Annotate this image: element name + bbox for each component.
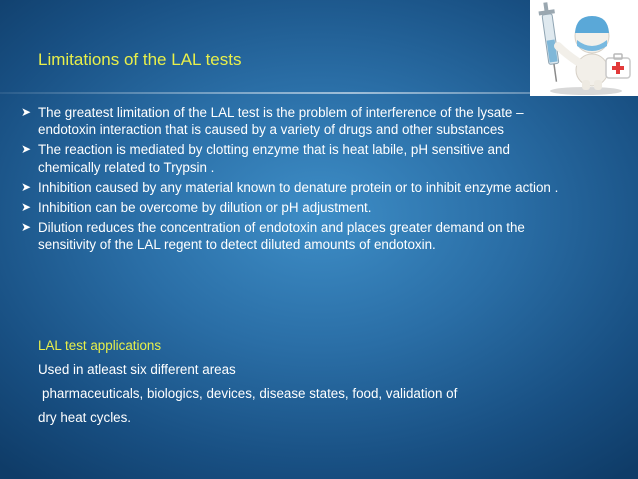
applications-line: Used in atleast six different areas (38, 362, 236, 377)
arrow-bullet-icon: ➤ (21, 179, 32, 194)
limitations-list (20, 104, 565, 257)
list-item (20, 199, 565, 216)
list-item (20, 219, 565, 253)
arrow-bullet-icon: ➤ (21, 105, 32, 119)
applications-line: dry heat cycles. (38, 410, 132, 425)
list-item (20, 141, 565, 175)
list-item-text: Dilution reduces the concentration of endotoxin and places greater demand on the sensitivity of the LAL regent to detect diluted amounts of endotoxin. (38, 220, 525, 253)
arrow-bullet-icon: ➤ (21, 220, 32, 235)
list-item-text: Inhibition can be overcome by dilution or pH adjustment. (38, 200, 372, 216)
list-item-text: Inhibition caused by any material known to denature protein or to inhibit enzyme action . (38, 179, 559, 195)
arrow-bullet-icon: ➤ (21, 200, 32, 215)
applications-line: pharmaceuticals, biologics, devices, disease states, food, validation of (42, 386, 458, 401)
list-item-text: The reaction is mediated by clotting enzyme that is heat labile, pH sensitive and chemically related to Trypsin . (38, 142, 510, 175)
slide-title: Limitations of the LAL tests (38, 50, 242, 69)
list-item-text: The greatest limitation of the LAL test is the problem of interference of the lysate –endotoxin interaction that is caused by a variety of drugs and other substances (38, 105, 524, 138)
list-item (20, 179, 565, 196)
applications-heading: LAL test applications (38, 338, 162, 353)
doctor-illustration-icon (530, 0, 638, 96)
list-item (20, 104, 565, 138)
arrow-bullet-icon: ➤ (21, 142, 32, 157)
